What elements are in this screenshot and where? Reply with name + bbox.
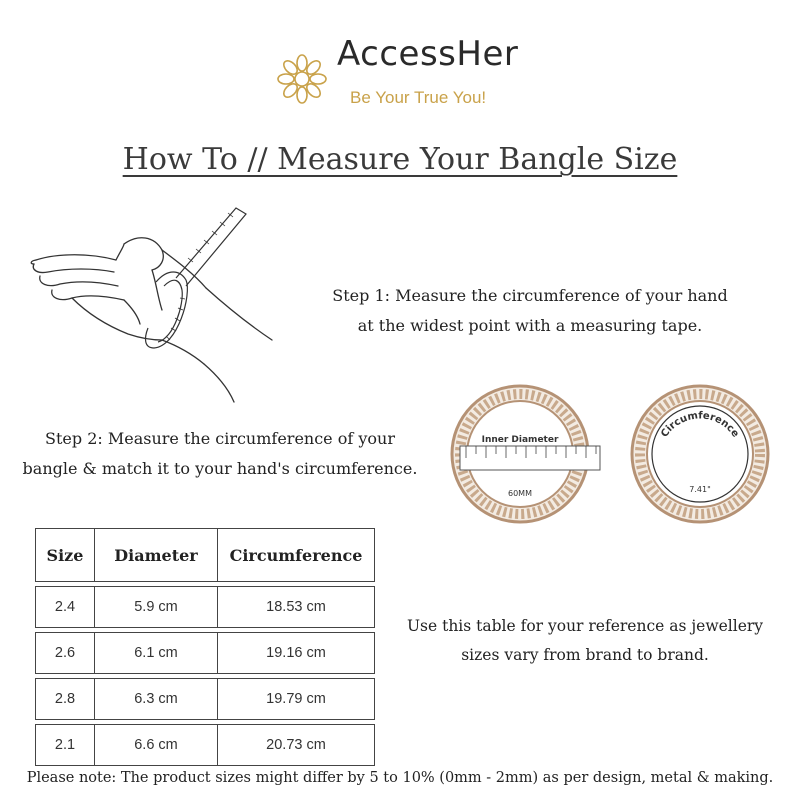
circumference-cell: 19.16 cm	[217, 632, 375, 674]
circumference-column-header: Circumference	[217, 528, 375, 582]
diameter-cell: 6.1 cm	[94, 632, 217, 674]
table-row	[35, 632, 375, 674]
table-header-row	[35, 528, 375, 582]
flower-logo-icon	[275, 52, 329, 106]
bangle-inner-diameter-diagram	[446, 380, 606, 528]
circumference-cell: 20.73 cm	[217, 724, 375, 766]
size-cell: 2.8	[35, 678, 94, 720]
brand-tagline: Be Your True You!	[350, 88, 487, 107]
diameter-column-header: Diameter	[94, 528, 217, 582]
hand-measuring-tape-illustration	[28, 198, 288, 408]
size-column-header: Size	[35, 528, 94, 582]
circumference-label: Circumference	[659, 410, 741, 440]
circumference-value: 7.41"	[689, 485, 711, 494]
table-row	[35, 586, 375, 628]
diameter-cell: 5.9 cm	[94, 586, 217, 628]
bangle-circumference-diagram	[626, 380, 774, 528]
table-row	[35, 678, 375, 720]
size-cell: 2.1	[35, 724, 94, 766]
reference-note: Use this table for your reference as jewellery sizes vary from brand to brand.	[406, 617, 764, 664]
step-1-instruction: Step 1: Measure the circumference of your hand at the widest point with a measuring tape.	[332, 286, 728, 335]
step-2-instruction: Step 2: Measure the circumference of your bangle & match it to your hand's circumference.	[22, 429, 418, 478]
diameter-cell: 6.3 cm	[94, 678, 217, 720]
circumference-cell: 18.53 cm	[217, 586, 375, 628]
brand-name: AccessHer	[337, 34, 519, 74]
bangle-size-table	[35, 524, 375, 770]
disclaimer-note: Please note: The product sizes might differ by 5 to 10% (0mm - 2mm) as per design, metal & making.	[26, 770, 774, 786]
diameter-cell: 6.6 cm	[94, 724, 217, 766]
inner-diameter-label: Inner Diameter	[481, 435, 559, 445]
size-cell: 2.6	[35, 632, 94, 674]
size-cell: 2.4	[35, 586, 94, 628]
table-row	[35, 724, 375, 766]
page-title: How To // Measure Your Bangle Size	[122, 142, 678, 177]
inner-diameter-value: 60MM	[508, 489, 532, 498]
circumference-cell: 19.79 cm	[217, 678, 375, 720]
